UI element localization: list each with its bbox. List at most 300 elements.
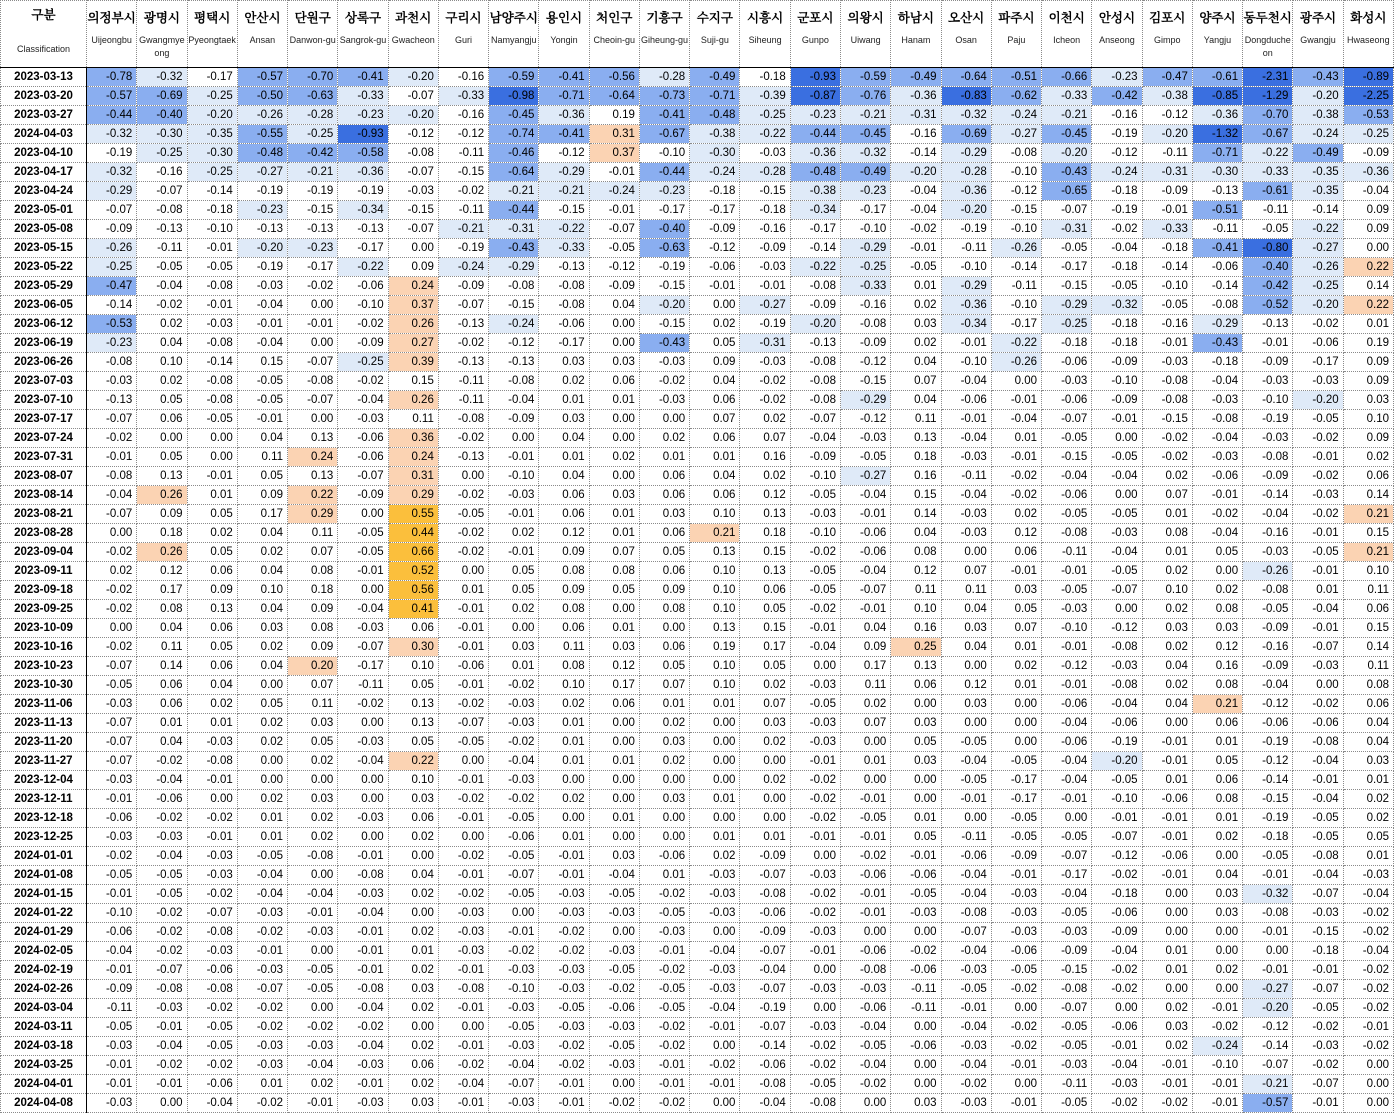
heatmap-cell: 0.06: [1343, 600, 1393, 619]
heatmap-cell: -0.01: [1142, 752, 1192, 771]
region-name-ko: 상록구: [344, 11, 382, 25]
heatmap-cell: -0.05: [237, 847, 287, 866]
heatmap-cell: 0.05: [388, 733, 438, 752]
heatmap-cell: 0.07: [639, 676, 689, 695]
heatmap-cell: 0.00: [740, 809, 790, 828]
heatmap-cell: -0.02: [639, 1018, 689, 1037]
heatmap-cell: 0.21: [1343, 505, 1393, 524]
heatmap-cell: -0.01: [639, 1056, 689, 1075]
heatmap-cell: -0.05: [489, 885, 539, 904]
heatmap-cell: -0.02: [539, 923, 589, 942]
heatmap-cell: -0.55: [237, 125, 287, 144]
heatmap-cell: 0.00: [840, 1094, 890, 1113]
heatmap-cell: -0.03: [137, 828, 187, 847]
heatmap-cell: -0.36: [1343, 163, 1393, 182]
heatmap-cell: -0.16: [1092, 106, 1142, 125]
heatmap-cell: 0.05: [237, 467, 287, 486]
heatmap-cell: 0.06: [589, 372, 639, 391]
heatmap-cell: 0.05: [388, 676, 438, 695]
heatmap-cell: -0.15: [1293, 923, 1343, 942]
heatmap-cell: -0.02: [87, 847, 137, 866]
heatmap-cell: 0.00: [639, 809, 689, 828]
heatmap-cell: 0.31: [589, 125, 639, 144]
heatmap-cell: 0.01: [589, 752, 639, 771]
heatmap-cell: -0.08: [187, 752, 237, 771]
region-header: [388, 1, 438, 68]
heatmap-cell: 0.07: [740, 429, 790, 448]
heatmap-cell: -0.63: [288, 87, 338, 106]
heatmap-cell: 0.39: [388, 353, 438, 372]
table-row: [1, 467, 1394, 486]
region-header: [87, 1, 137, 68]
region-name-en: Danwon-gu: [289, 35, 336, 45]
heatmap-cell: -0.42: [1092, 87, 1142, 106]
region-name-ko: 안산시: [244, 11, 281, 25]
heatmap-cell: -0.17: [539, 334, 589, 353]
heatmap-cell: 0.15: [388, 372, 438, 391]
classification-header-en: Classification: [16, 44, 71, 54]
heatmap-cell: -0.10: [87, 904, 137, 923]
heatmap-cell: -0.03: [790, 866, 840, 885]
heatmap-cell: 0.02: [288, 828, 338, 847]
heatmap-cell: -0.03: [1293, 657, 1343, 676]
heatmap-cell: -0.01: [991, 391, 1041, 410]
heatmap-cell: -0.01: [1192, 999, 1242, 1018]
heatmap-cell: 0.00: [891, 771, 941, 790]
heatmap-cell: -0.03: [237, 961, 287, 980]
heatmap-cell: -0.07: [1293, 885, 1343, 904]
heatmap-cell: -0.05: [589, 885, 639, 904]
heatmap-cell: 0.04: [941, 638, 991, 657]
heatmap-cell: -0.10: [991, 296, 1041, 315]
heatmap-cell: 0.09: [288, 638, 338, 657]
heatmap-cell: -0.09: [991, 847, 1041, 866]
heatmap-cell: -0.25: [137, 144, 187, 163]
heatmap-cell: -0.01: [187, 239, 237, 258]
heatmap-cell: -0.18: [1092, 315, 1142, 334]
heatmap-cell: -0.03: [1343, 866, 1393, 885]
region-name-ko: 의왕시: [847, 11, 884, 25]
heatmap-cell: 0.12: [991, 524, 1041, 543]
heatmap-cell: -0.12: [991, 182, 1041, 201]
region-name-en: Gwangju: [1300, 35, 1336, 45]
heatmap-cell: -0.05: [338, 524, 388, 543]
heatmap-cell: 0.04: [1192, 866, 1242, 885]
heatmap-cell: -0.07: [790, 410, 840, 429]
heatmap-cell: -0.01: [589, 163, 639, 182]
heatmap-cell: -0.13: [338, 220, 388, 239]
heatmap-cell: 0.02: [1343, 809, 1393, 828]
heatmap-cell: -0.24: [589, 182, 639, 201]
heatmap-cell: -0.05: [1042, 581, 1092, 600]
heatmap-cell: -0.05: [1042, 1037, 1092, 1056]
heatmap-cell: 0.37: [589, 144, 639, 163]
heatmap-cell: -0.06: [1293, 334, 1343, 353]
heatmap-cell: -0.03: [237, 1037, 287, 1056]
heatmap-cell: -0.44: [87, 106, 137, 125]
heatmap-cell: -0.29: [941, 144, 991, 163]
heatmap-cell: -0.06: [941, 391, 991, 410]
heatmap-cell: -0.03: [539, 1018, 589, 1037]
heatmap-cell: 0.06: [589, 695, 639, 714]
heatmap-cell: 0.00: [288, 334, 338, 353]
heatmap-cell: -0.21: [489, 182, 539, 201]
heatmap-cell: -0.66: [1042, 68, 1092, 87]
heatmap-cell: -0.19: [1243, 809, 1293, 828]
row-date: 2023-07-03: [1, 372, 87, 391]
heatmap-cell: -0.02: [438, 334, 488, 353]
heatmap-cell: -0.07: [941, 923, 991, 942]
heatmap-cell: -0.38: [690, 125, 740, 144]
heatmap-cell: -0.05: [237, 372, 287, 391]
heatmap-cell: -0.31: [891, 106, 941, 125]
heatmap-cell: -0.30: [187, 144, 237, 163]
heatmap-cell: -0.02: [137, 752, 187, 771]
region-header: [1343, 1, 1393, 68]
heatmap-cell: 0.22: [388, 752, 438, 771]
heatmap-cell: -0.04: [1192, 429, 1242, 448]
heatmap-cell: 0.02: [237, 638, 287, 657]
heatmap-cell: 0.00: [589, 923, 639, 942]
region-name-en: Guri: [454, 35, 472, 45]
heatmap-cell: -0.01: [338, 847, 388, 866]
heatmap-cell: -0.30: [690, 144, 740, 163]
heatmap-cell: -0.33: [438, 87, 488, 106]
heatmap-cell: 0.05: [137, 391, 187, 410]
heatmap-cell: -0.28: [639, 68, 689, 87]
heatmap-cell: -0.01: [840, 828, 890, 847]
region-name-ko: 오산시: [948, 11, 985, 25]
heatmap-cell: -0.01: [991, 866, 1041, 885]
region-name-ko: 처인구: [596, 11, 633, 25]
heatmap-cell: 0.02: [237, 733, 287, 752]
heatmap-cell: -0.61: [1192, 68, 1242, 87]
heatmap-cell: 0.00: [891, 1056, 941, 1075]
heatmap-cell: -0.10: [790, 467, 840, 486]
heatmap-cell: 0.36: [388, 429, 438, 448]
heatmap-cell: -0.01: [991, 448, 1041, 467]
heatmap-cell: -0.01: [1293, 1094, 1343, 1113]
heatmap-cell: -0.03: [87, 828, 137, 847]
heatmap-cell: -0.27: [740, 296, 790, 315]
heatmap-cell: -0.20: [1092, 752, 1142, 771]
heatmap-cell: -0.02: [941, 1075, 991, 1094]
row-date: 2024-02-19: [1, 961, 87, 980]
heatmap-cell: -0.02: [790, 885, 840, 904]
heatmap-cell: 0.02: [388, 923, 438, 942]
heatmap-cell: -0.11: [137, 239, 187, 258]
heatmap-cell: -0.09: [740, 847, 790, 866]
heatmap-cell: 0.17: [137, 581, 187, 600]
heatmap-cell: -0.04: [1092, 695, 1142, 714]
heatmap-cell: -0.03: [690, 961, 740, 980]
heatmap-cell: -0.31: [1042, 220, 1092, 239]
heatmap-cell: -0.43: [1293, 68, 1343, 87]
heatmap-cell: 0.07: [840, 714, 890, 733]
heatmap-cell: -0.17: [1293, 353, 1343, 372]
table-row: [1, 486, 1394, 505]
heatmap-cell: -0.09: [1092, 923, 1142, 942]
region-name-ko: 남양주시: [489, 11, 538, 25]
heatmap-cell: -0.08: [137, 980, 187, 999]
heatmap-cell: -0.04: [891, 201, 941, 220]
heatmap-cell: 0.00: [790, 999, 840, 1018]
heatmap-cell: -0.53: [87, 315, 137, 334]
heatmap-cell: 0.00: [690, 296, 740, 315]
heatmap-cell: 0.02: [589, 448, 639, 467]
heatmap-cell: -0.13: [1243, 315, 1293, 334]
heatmap-cell: -0.04: [941, 866, 991, 885]
heatmap-cell: 0.01: [137, 714, 187, 733]
heatmap-cell: -0.01: [891, 847, 941, 866]
heatmap-cell: -0.05: [1092, 448, 1142, 467]
heatmap-cell: 0.10: [1142, 581, 1192, 600]
heatmap-cell: -0.09: [1243, 657, 1293, 676]
heatmap-cell: -0.06: [539, 315, 589, 334]
heatmap-cell: 0.00: [539, 771, 589, 790]
row-date: 2023-11-06: [1, 695, 87, 714]
heatmap-cell: 0.00: [187, 429, 237, 448]
heatmap-cell: -0.04: [941, 942, 991, 961]
row-date: 2023-12-11: [1, 790, 87, 809]
heatmap-cell: 0.07: [1142, 486, 1192, 505]
heatmap-cell: -0.21: [1042, 106, 1092, 125]
heatmap-cell: -0.04: [237, 296, 287, 315]
heatmap-cell: 0.10: [137, 353, 187, 372]
heatmap-cell: -0.02: [891, 220, 941, 239]
region-name-en: Gimpo: [1153, 35, 1181, 45]
heatmap-cell: -0.01: [1293, 619, 1343, 638]
row-date: 2023-10-09: [1, 619, 87, 638]
heatmap-cell: -0.15: [740, 182, 790, 201]
heatmap-cell: 0.01: [187, 486, 237, 505]
heatmap-cell: -0.02: [790, 771, 840, 790]
heatmap-cell: -0.03: [187, 733, 237, 752]
heatmap-cell: 0.10: [1343, 562, 1393, 581]
heatmap-cell: -0.70: [1243, 106, 1293, 125]
heatmap-cell: -0.20: [639, 296, 689, 315]
heatmap-cell: 0.00: [891, 790, 941, 809]
heatmap-cell: -0.02: [539, 1037, 589, 1056]
heatmap-cell: 0.02: [388, 999, 438, 1018]
heatmap-cell: -0.22: [539, 220, 589, 239]
heatmap-cell: -0.01: [1042, 790, 1092, 809]
heatmap-cell: 0.00: [187, 448, 237, 467]
heatmap-cell: -0.03: [1293, 486, 1343, 505]
region-header: [840, 1, 890, 68]
heatmap-cell: 0.06: [137, 410, 187, 429]
heatmap-cell: -0.01: [1142, 1056, 1192, 1075]
heatmap-cell: 0.00: [891, 923, 941, 942]
heatmap-cell: 0.03: [1192, 885, 1242, 904]
heatmap-cell: 0.10: [690, 676, 740, 695]
row-date: 2024-04-08: [1, 1094, 87, 1113]
heatmap-cell: -0.03: [790, 1018, 840, 1037]
heatmap-cell: -0.07: [388, 87, 438, 106]
heatmap-cell: -0.14: [1293, 201, 1343, 220]
heatmap-cell: 0.10: [1343, 410, 1393, 429]
heatmap-cell: -0.02: [690, 1056, 740, 1075]
table-row: [1, 334, 1394, 353]
heatmap-cell: 0.00: [288, 942, 338, 961]
heatmap-cell: -0.11: [338, 676, 388, 695]
heatmap-cell: -0.03: [539, 961, 589, 980]
heatmap-cell: -0.61: [1243, 182, 1293, 201]
heatmap-cell: 0.09: [539, 543, 589, 562]
heatmap-cell: -0.20: [1293, 391, 1343, 410]
heatmap-cell: -0.10: [489, 980, 539, 999]
heatmap-cell: -0.03: [1042, 372, 1092, 391]
heatmap-cell: -0.19: [1243, 733, 1293, 752]
heatmap-cell: -0.06: [338, 429, 388, 448]
heatmap-cell: 0.14: [1343, 277, 1393, 296]
heatmap-cell: 0.14: [137, 657, 187, 676]
heatmap-cell: -0.11: [438, 144, 488, 163]
table-row: [1, 999, 1394, 1018]
heatmap-cell: 0.00: [87, 619, 137, 638]
region-header: [1293, 1, 1343, 68]
heatmap-cell: -0.05: [1042, 429, 1092, 448]
heatmap-cell: 0.01: [539, 714, 589, 733]
heatmap-cell: 0.15: [891, 486, 941, 505]
heatmap-cell: -0.01: [438, 600, 488, 619]
region-name-en: Gwacheon: [391, 35, 435, 45]
heatmap-cell: -0.41: [639, 106, 689, 125]
heatmap-cell: -0.11: [891, 980, 941, 999]
heatmap-cell: 0.01: [1343, 771, 1393, 790]
heatmap-cell: -0.51: [1192, 201, 1242, 220]
heatmap-cell: -0.08: [790, 372, 840, 391]
heatmap-cell: 0.00: [288, 771, 338, 790]
region-name-ko: 광주시: [1299, 11, 1337, 25]
heatmap-cell: -0.03: [338, 619, 388, 638]
row-date: 2024-03-04: [1, 999, 87, 1018]
heatmap-cell: -0.17: [1042, 258, 1092, 277]
heatmap-cell: -0.08: [1243, 581, 1293, 600]
heatmap-cell: 0.04: [237, 600, 287, 619]
table-row: [1, 410, 1394, 429]
table-row: [1, 904, 1394, 923]
heatmap-cell: 0.44: [388, 524, 438, 543]
table-row: [1, 828, 1394, 847]
heatmap-cell: -0.27: [1243, 980, 1293, 999]
heatmap-cell: -0.07: [87, 657, 137, 676]
heatmap-cell: -0.08: [941, 904, 991, 923]
heatmap-cell: -0.05: [438, 505, 488, 524]
heatmap-cell: -0.48: [690, 106, 740, 125]
heatmap-cell: -0.09: [1343, 144, 1393, 163]
heatmap-cell: -0.06: [941, 847, 991, 866]
heatmap-cell: -0.07: [1092, 828, 1142, 847]
heatmap-cell: -0.44: [790, 125, 840, 144]
region-name-en: Uijeongbu: [91, 35, 132, 45]
heatmap-cell: -0.36: [1192, 106, 1242, 125]
heatmap-cell: -0.02: [1293, 695, 1343, 714]
heatmap-cell: -0.19: [237, 258, 287, 277]
heatmap-cell: -0.12: [690, 239, 740, 258]
heatmap-cell: -0.06: [840, 999, 890, 1018]
heatmap-cell: -0.01: [338, 942, 388, 961]
heatmap-cell: -0.17: [991, 315, 1041, 334]
row-date: 2023-05-15: [1, 239, 87, 258]
heatmap-cell: -0.03: [489, 771, 539, 790]
heatmap-cell: 0.02: [740, 771, 790, 790]
heatmap-cell: -0.05: [1042, 1018, 1092, 1037]
heatmap-cell: 0.07: [941, 562, 991, 581]
heatmap-cell: -0.07: [338, 638, 388, 657]
heatmap-cell: -0.06: [1092, 714, 1142, 733]
heatmap-cell: -0.08: [288, 847, 338, 866]
heatmap-cell: 0.11: [840, 676, 890, 695]
heatmap-cell: 0.00: [991, 372, 1041, 391]
heatmap-cell: -0.36: [539, 106, 589, 125]
heatmap-cell: 0.06: [690, 391, 740, 410]
heatmap-cell: -0.02: [489, 942, 539, 961]
heatmap-cell: -0.45: [1042, 125, 1092, 144]
heatmap-cell: -0.23: [840, 182, 890, 201]
heatmap-cell: -0.01: [941, 334, 991, 353]
heatmap-cell: 0.06: [388, 809, 438, 828]
heatmap-cell: -0.04: [1243, 676, 1293, 695]
heatmap-cell: -0.01: [137, 1075, 187, 1094]
heatmap-cell: -0.93: [790, 68, 840, 87]
heatmap-cell: -0.08: [187, 391, 237, 410]
heatmap-cell: -0.17: [187, 68, 237, 87]
heatmap-cell: -0.48: [790, 163, 840, 182]
heatmap-cell: 0.01: [1343, 315, 1393, 334]
heatmap-cell: -0.07: [187, 904, 237, 923]
heatmap-cell: -0.01: [338, 961, 388, 980]
heatmap-cell: -0.01: [137, 1018, 187, 1037]
heatmap-cell: -0.03: [338, 410, 388, 429]
heatmap-cell: -0.11: [941, 239, 991, 258]
heatmap-cell: 0.02: [388, 961, 438, 980]
heatmap-cell: 0.11: [288, 524, 338, 543]
heatmap-cell: 0.02: [489, 524, 539, 543]
heatmap-cell: -0.04: [589, 866, 639, 885]
heatmap-cell: 0.12: [539, 524, 589, 543]
heatmap-cell: -0.02: [790, 809, 840, 828]
row-date: 2024-01-01: [1, 847, 87, 866]
heatmap-cell: 0.00: [288, 296, 338, 315]
heatmap-cell: -0.07: [388, 163, 438, 182]
heatmap-cell: 0.03: [941, 695, 991, 714]
heatmap-cell: -0.29: [941, 277, 991, 296]
row-date: 2023-12-04: [1, 771, 87, 790]
heatmap-cell: -0.58: [338, 144, 388, 163]
heatmap-cell: -0.04: [338, 999, 388, 1018]
heatmap-cell: -0.41: [1192, 239, 1242, 258]
heatmap-cell: -0.64: [489, 163, 539, 182]
heatmap-cell: -0.01: [438, 638, 488, 657]
heatmap-cell: 0.01: [539, 752, 589, 771]
heatmap-cell: 0.02: [740, 676, 790, 695]
heatmap-cell: -0.16: [137, 163, 187, 182]
heatmap-cell: 0.11: [941, 581, 991, 600]
row-date: 2023-10-16: [1, 638, 87, 657]
heatmap-cell: -0.09: [790, 448, 840, 467]
row-date: 2024-03-11: [1, 1018, 87, 1037]
table-row: [1, 144, 1394, 163]
heatmap-cell: 0.02: [1343, 790, 1393, 809]
heatmap-cell: 0.04: [539, 429, 589, 448]
heatmap-cell: 0.00: [1192, 923, 1242, 942]
heatmap-cell: 0.01: [1142, 771, 1192, 790]
heatmap-cell: -0.01: [1243, 961, 1293, 980]
heatmap-cell: -0.01: [941, 410, 991, 429]
heatmap-cell: -0.08: [790, 391, 840, 410]
heatmap-cell: -0.67: [639, 125, 689, 144]
